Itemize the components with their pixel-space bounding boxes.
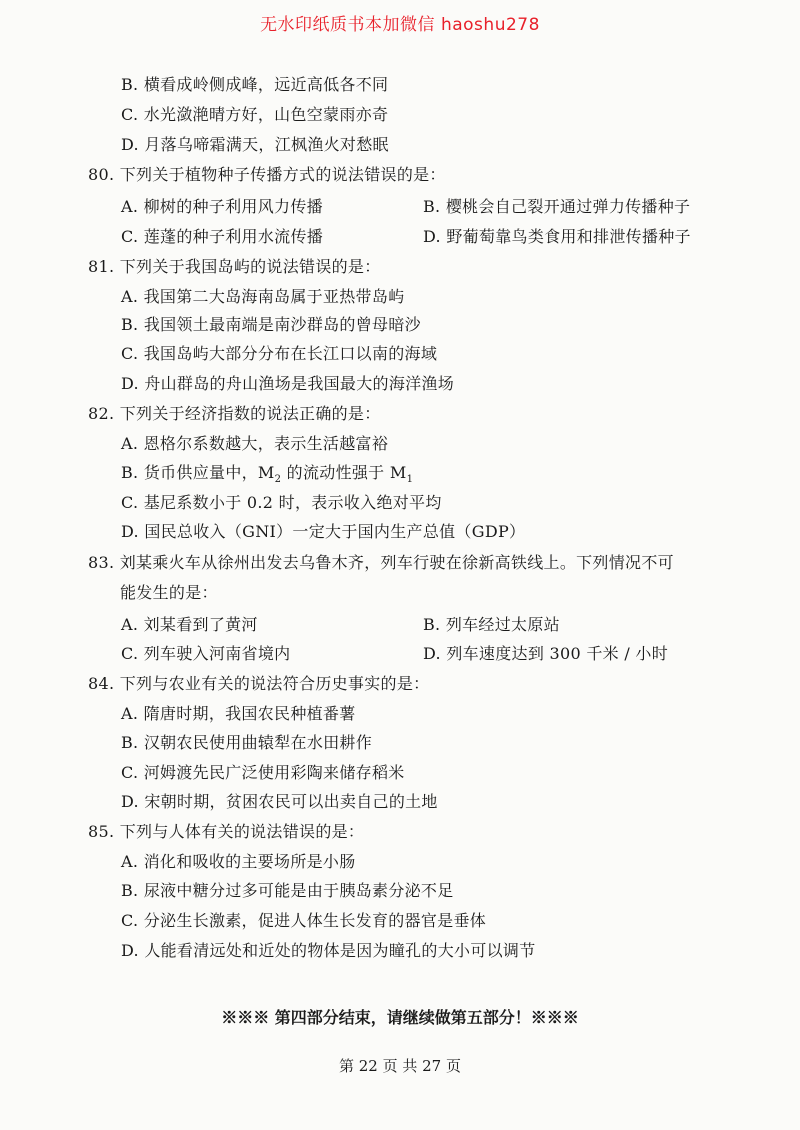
q80-option-a: A. 柳树的种子利用风力传播 — [121, 197, 323, 216]
q82-stem: 82. 下列关于经济指数的说法正确的是： — [88, 404, 381, 423]
q85-option-b: B. 尿液中糖分过多可能是由于胰岛素分泌不足 — [121, 881, 454, 900]
q80-option-d: D. 野葡萄靠鸟类食用和排泄传播种子 — [423, 227, 691, 246]
q83-option-c: C. 列车驶入河南省境内 — [121, 644, 291, 663]
q82-option-b-sub-2: 1 — [406, 474, 414, 486]
q85-stem: 85. 下列与人体有关的说法错误的是： — [88, 822, 365, 841]
q84-option-a: A. 隋唐时期，我国农民种植番薯 — [121, 704, 356, 723]
q81-option-a: A. 我国第二大岛海南岛属于亚热带岛屿 — [121, 287, 405, 306]
q81-stem: 81. 下列关于我国岛屿的说法错误的是： — [88, 257, 381, 276]
q83-stem-line-2: 能发生的是： — [120, 583, 218, 602]
q82-option-b-sub-1: 2 — [274, 474, 282, 486]
q79-option-c: C. 水光潋滟晴方好，山色空蒙雨亦奇 — [121, 105, 389, 124]
q80-option-c: C. 莲蓬的种子利用水流传播 — [121, 227, 324, 246]
q80-option-b: B. 樱桃会自己裂开通过弹力传播种子 — [423, 197, 691, 216]
q83-option-a: A. 刘某看到了黄河 — [121, 615, 258, 634]
q81-option-c: C. 我国岛屿大部分分布在长江口以南的海域 — [121, 344, 438, 363]
q84-stem: 84. 下列与农业有关的说法符合历史事实的是： — [88, 674, 430, 693]
q82-option-d: D. 国民总收入（GNI）一定大于国内生产总值（GDP） — [121, 522, 526, 541]
q85-option-c: C. 分泌生长激素，促进人体生长发育的器官是垂体 — [121, 911, 487, 930]
q83-option-d: D. 列车速度达到 300 千米 / 小时 — [423, 644, 669, 663]
q83-option-b: B. 列车经过太原站 — [423, 615, 560, 634]
section-end-note: ※※※ 第四部分结束，请继续做第五部分！※※※ — [221, 1008, 579, 1027]
q83-stem-line-1: 83. 刘某乘火车从徐州出发去乌鲁木齐，列车行驶在徐新高铁线上。下列情况不可 — [88, 553, 674, 572]
q79-option-d: D. 月落乌啼霜满天，江枫渔火对愁眠 — [121, 135, 389, 154]
page-number: 第 22 页 共 27 页 — [338, 1057, 461, 1075]
q84-option-c: C. 河姆渡先民广泛使用彩陶来储存稻米 — [121, 763, 405, 782]
q82-option-b-text-2: 的流动性强于 M — [281, 463, 407, 482]
watermark-text: 无水印纸质书本加微信 haoshu278 — [260, 15, 540, 35]
q82-option-c: C. 基尼系数小于 0.2 时，表示收入绝对平均 — [121, 493, 442, 512]
q79-option-b: B. 横看成岭侧成峰，远近高低各不同 — [121, 75, 389, 94]
q85-option-d: D. 人能看清远处和近处的物体是因为瞳孔的大小可以调节 — [121, 941, 536, 960]
q84-option-b: B. 汉朝农民使用曲辕犁在水田耕作 — [121, 733, 373, 752]
q80-stem: 80. 下列关于植物种子传播方式的说法错误的是： — [88, 165, 446, 184]
q82-option-b-text-1: B. 货币供应量中，M — [121, 463, 275, 482]
q82-option-a: A. 恩格尔系数越大，表示生活越富裕 — [121, 434, 389, 453]
q85-option-a: A. 消化和吸收的主要场所是小肠 — [121, 852, 356, 871]
q81-option-d: D. 舟山群岛的舟山渔场是我国最大的海洋渔场 — [121, 374, 455, 393]
q81-option-b: B. 我国领土最南端是南沙群岛的曾母暗沙 — [121, 315, 421, 334]
q82-option-b — [121, 463, 413, 490]
q84-option-d: D. 宋朝时期，贫困农民可以出卖自己的土地 — [121, 792, 438, 811]
